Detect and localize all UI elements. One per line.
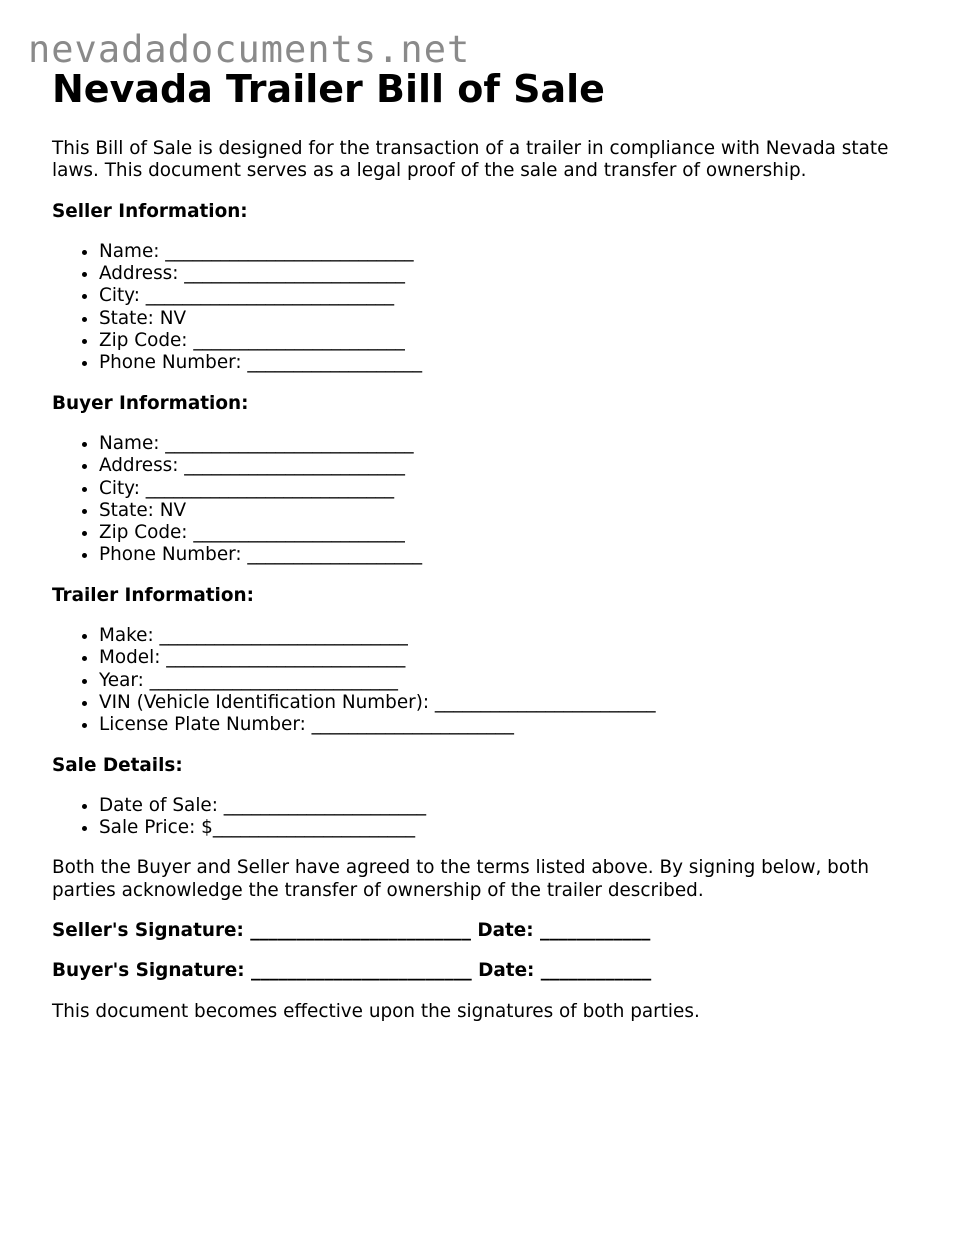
trailer-info-heading: Trailer Information: xyxy=(52,584,254,606)
trailer-make-field: • Make: ___________________________ xyxy=(99,625,912,647)
site-watermark: nevadadocuments.net xyxy=(28,28,471,71)
buyer-city-field: • City: ___________________________ xyxy=(99,478,912,500)
intro-paragraph: This Bill of Sale is designed for the transaction of a trailer in compliance with Nevada state laws. This document serves as a legal proof of the sale and transfer of ownership. xyxy=(52,138,889,182)
sale-details-heading: Sale Details: xyxy=(52,754,183,776)
trailer-plate-field: • License Plate Number: ______________________ xyxy=(99,714,912,736)
buyer-info-heading: Buyer Information: xyxy=(52,392,249,414)
buyer-zip-field: • Zip Code: _______________________ xyxy=(99,522,912,544)
seller-address-field: • Address: ________________________ xyxy=(99,263,912,285)
effective-statement: This document becomes effective upon the signatures of both parties. xyxy=(52,1000,700,1022)
sale-details-list xyxy=(52,795,912,840)
seller-zip-field: • Zip Code: _______________________ xyxy=(99,330,912,352)
seller-city-field: • City: ___________________________ xyxy=(99,285,912,307)
document-page xyxy=(52,62,912,1023)
document-title: Nevada Trailer Bill of Sale xyxy=(52,67,605,111)
buyer-phone-field: • Phone Number: ___________________ xyxy=(99,544,912,566)
buyer-info-list xyxy=(52,433,912,567)
agreement-paragraph: Both the Buyer and Seller have agreed to the terms listed above. By signing below, both parties acknowledge the transfer of ownership of the trailer described. xyxy=(52,857,869,901)
buyer-state-field: • State: NV xyxy=(99,500,912,522)
buyer-signature-line: Buyer's Signature: ________________________ Date: ____________ xyxy=(52,960,652,982)
seller-name-field: • Name: ___________________________ xyxy=(99,241,912,263)
sale-date-field: • Date of Sale: ______________________ xyxy=(99,795,912,817)
trailer-vin-field: • VIN (Vehicle Identification Number): ________________________ xyxy=(99,692,912,714)
seller-info-list xyxy=(52,241,912,375)
seller-phone-field: • Phone Number: ___________________ xyxy=(99,352,912,374)
buyer-address-field: • Address: ________________________ xyxy=(99,455,912,477)
seller-signature-line: Seller's Signature: ________________________ Date: ____________ xyxy=(52,920,651,942)
buyer-name-field: • Name: ___________________________ xyxy=(99,433,912,455)
trailer-year-field: • Year: ___________________________ xyxy=(99,670,912,692)
seller-info-heading: Seller Information: xyxy=(52,200,248,222)
trailer-info-list xyxy=(52,625,912,736)
sale-price-field: • Sale Price: $______________________ xyxy=(99,817,912,839)
trailer-model-field: • Model: __________________________ xyxy=(99,647,912,669)
seller-state-field: • State: NV xyxy=(99,308,912,330)
